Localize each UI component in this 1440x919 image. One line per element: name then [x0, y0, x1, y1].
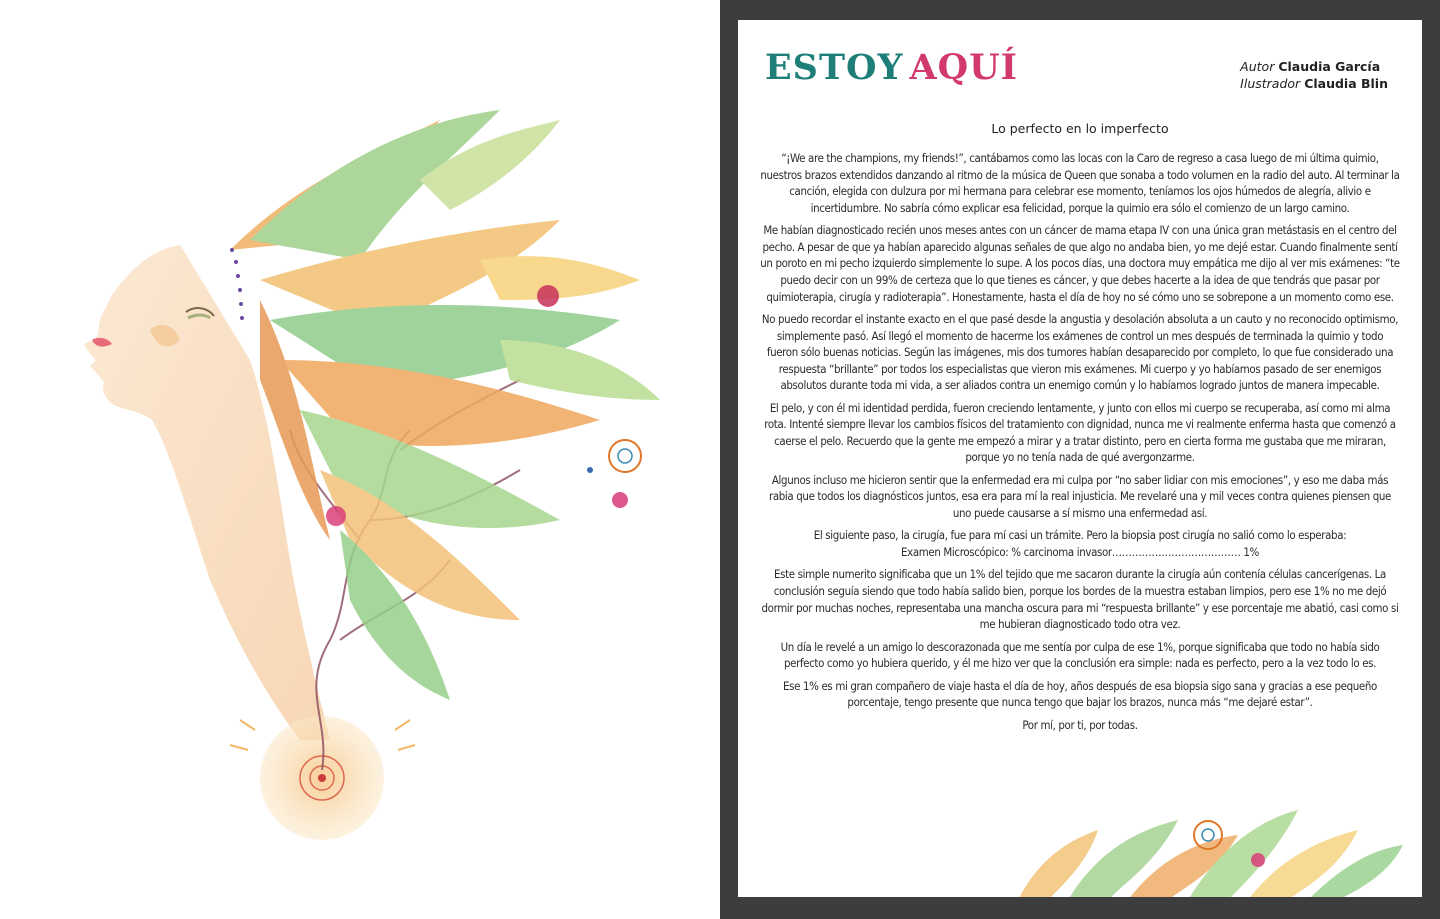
article-page [738, 20, 1422, 897]
paragraph: Me habían diagnosticado recién unos meses antes con un cáncer de mama etapa IV con una única gran metástasis en el centro del pecho. A pesar de que ya habían aparecido algunas señales de que algo no andaba bien, yo me dejé estar. Cuando finalmente sentí un poroto en mi pecho izquierdo simplemente lo supe. A los pocos días, una doctora muy empática me dijo al ver mis exámenes: “te puedo decir con un 99% de certeza que lo que tienes es cáncer, y que debes hacerte a la idea de que tendrás que pasar por quimioterapia, cirugía y radioterapia”. Honestamente, hasta el día de hoy no sé cómo uno se sobrepone a un momento como ese. [760, 223, 1400, 304]
foliage-decoration [1008, 790, 1408, 897]
title-part-estoy: ESTOY [765, 47, 904, 88]
illustrator-label: Ilustrador [1240, 76, 1301, 91]
article-body [760, 150, 1400, 739]
paragraph: “¡We are the champions, my friends!”, cantábamos como las locas con la Caro de regreso a casa luego de mi última quimio, nuestros brazos extendidos danzando al ritmo de la música de Queen que sonaba a todo volumen en la radio del auto. Al terminar la canción, elegida con dulzura por mi hermana para celebrar ese momento, teníamos los ojos húmedos de alegría, alivio e incertidumbre. No sabría cómo explicar esa felicidad, porque la quimio era sólo el comienzo de un largo camino. [760, 151, 1400, 215]
credits [1240, 58, 1388, 92]
title-part-aqui: AQUÍ [909, 47, 1019, 88]
article-title [765, 47, 1019, 88]
closing-line: Por mí, por ti, por todas. [1022, 717, 1138, 732]
article-subtitle: Lo perfecto en lo imperfecto [991, 121, 1169, 136]
paragraph: Ese 1% es mi gran compañero de viaje hasta el día de hoy, años después de esa biopsia sigo sana y gracias a ese pequeño porcentaje, tengo presente que nunca tengo que bajar los brazos, nunca más “me dejaré estar”. [783, 678, 1377, 710]
paragraph: Algunos incluso me hicieron sentir que la enfermedad era mi culpa por “no saber lidiar con mis emociones”, y eso me daba más rabia que todos los diagnósticos juntos, esa era para mí la real injusticia. Me revelaré una y mil veces contra quienes piensen que uno puede causarse a sí mismo una enfermedad así. [768, 472, 1391, 521]
author-name: Claudia García [1278, 59, 1381, 74]
author-line [1240, 58, 1388, 75]
illustrator-name: Claudia Blin [1304, 76, 1388, 91]
author-label: Autor [1240, 59, 1275, 74]
paragraph-surgery [760, 527, 1400, 560]
paragraph: Este simple numerito significaba que un 1% del tejido que me sacaron durante la cirugía aún contenía células cancerígenas. La conclusión seguía siendo que todo había salido bien, porque los bordes de la muestra estaban limpios, pero ese 1% no me dejó dormir por muchas noches, representaba una mancha oscura para mi “respuesta brillante” y ese porcentaje me abatió, casi como si me hubieran diagnosticado todo otra vez. [761, 567, 1399, 632]
paragraph: Un día le revelé a un amigo lo descorazonada que me sentía por culpa de ese 1%, porque significaba que todo no había sido perfecto como yo hubiera querido, y él me hizo ver que la conclusión era simple: nada es perfecto, pero a la vez todo lo es. [780, 639, 1380, 671]
illustrator-line [1240, 75, 1388, 92]
paragraph: El pelo, y con él mi identidad perdida, fueron creciendo lentamente, y junto con ellos mi cuerpo se recuperaba, así como mi alma rota. Intenté siempre llevar los cambios físicos del tratamiento con dignidad, nunca me vi realmente enferma hasta que comenzó a caerse el pelo. Recuerdo que la gente me empezó a mirar y a tratar distinto, pero en cierta forma me gustaba que me miraran, porque yo no tenía nada de qué avergonzarme. [764, 400, 1396, 465]
paragraph: No puedo recordar el instante exacto en el que pasé desde la angustia y desolación absoluta a un cauto y no reconocido optimismo, simplemente pasó. Así llegó el momento de hacerme los exámenes de control un mes después de terminada la quimio y todo fueron sólo buenas noticias. Según las imágenes, mis dos tumores habían desaparecido por completo, lo que fue considerado una respuesta “brillante” por todos los especialistas que vieron mis exámenes. Mi cuerpo y yo habíamos pasado de ser enemigos absolutos durante toda mi vida, a ser aliados contra un enemigo común y lo habíamos logrado juntos de manera impecable. [761, 311, 1399, 393]
exam-result-line: Examen Microscópico: % carcinoma invasor………………………………… 1% [901, 545, 1259, 560]
paragraph-surgery-text: El siguiente paso, la cirugía, fue para mí casi un trámite. Pero la biopsia post cirugía no salió como lo esperaba: [813, 528, 1347, 543]
